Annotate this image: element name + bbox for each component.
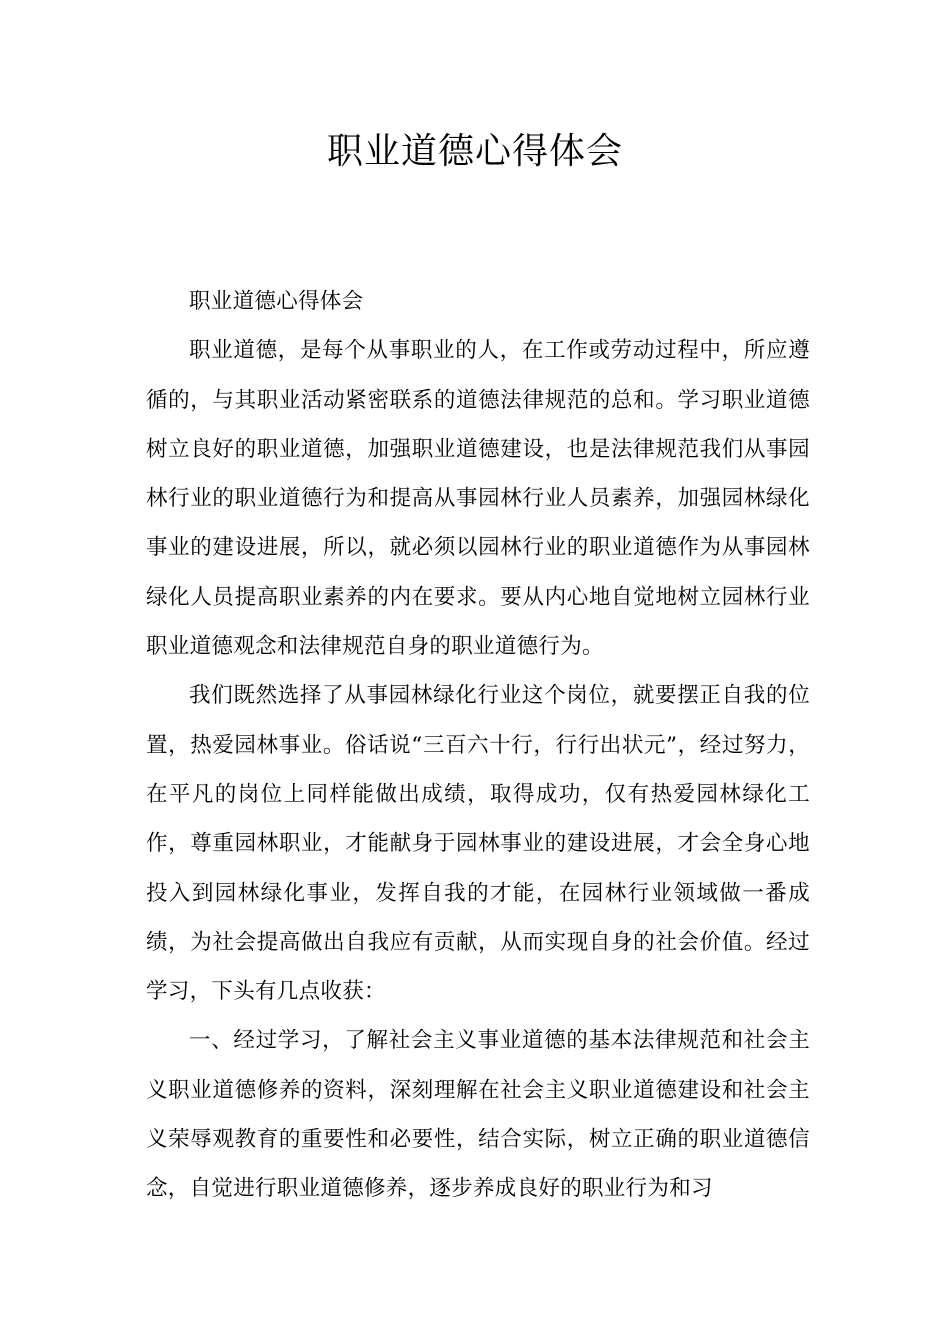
document-body <box>146 277 810 1214</box>
paragraph-point-one: 一、经过学习，了解社会主义事业道德的基本法律规范和社会主义职业道德修养的资料，深刻理解在社会主义职业道德建设和社会主义荣辱观教育的重要性和必要性，结合实际，树立正确的职业道德信念，自觉进行职业道德修养，逐步养成良好的职业行为和习 <box>146 1028 810 1202</box>
document-title: 职业道德心得体会 <box>326 131 623 172</box>
paragraph-definition: 职业道德，是每个从事职业的人，在工作或劳动过程中，所应遵循的，与其职业活动紧密联系的道德法律规范的总和。学习职业道德树立良好的职业道德，加强职业道德建设，也是法律规范我们从事园林行业的职业道德行为和提高从事园林行业人员素养，加强园林绿化事业的建设进展，所以，就必须以园林行业的职业道德作为从事园林绿化人员提高职业素养的内在要求。要从内心地自觉地树立园林行业职业道德观念和法律规范自身的职业道德行为。 <box>146 338 810 660</box>
paragraph-career-choice: 我们既然选择了从事园林绿化行业这个岗位，就要摆正自我的位置，热爱园林事业。俗话说“三百六十行，行行出状元”，经过努力，在平凡的岗位上同样能做出成绩，取得成功，仅有热爱园林绿化工作，尊重园林职业，才能献身于园林事业的建设进展，才会全身心地投入到园林绿化事业，发挥自我的才能，在园林行业领域做一番成绩，为社会提高做出自我应有贡献，从而实现自身的社会价值。经过学习，下头有几点收获： <box>146 683 810 1005</box>
paragraph-subtitle: 职业道德心得体会 <box>189 289 364 314</box>
